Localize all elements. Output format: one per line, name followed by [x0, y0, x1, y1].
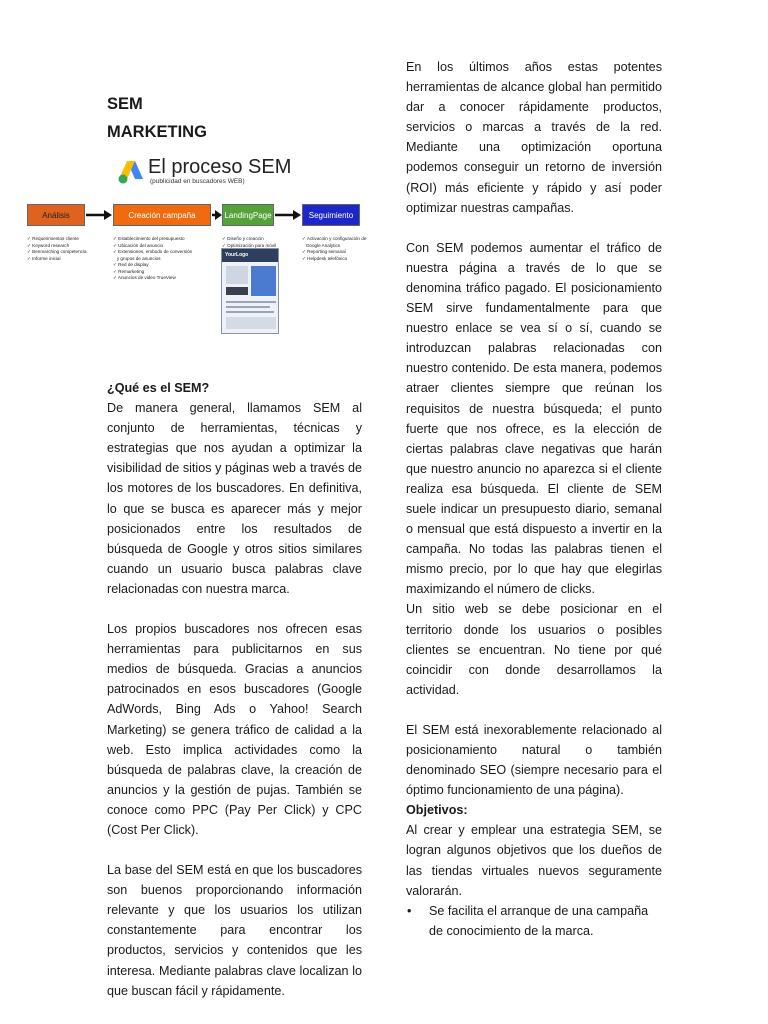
list-item: ✓ Establecimiento del presupuesto	[113, 236, 185, 241]
diagram-subtitle: (publicidad en buscadores WEB)	[150, 178, 245, 185]
section-heading-objetivos: Objetivos:	[406, 803, 468, 818]
list-item: ✓ Diseño y creación	[222, 236, 264, 241]
stage-creacion-items	[113, 236, 192, 282]
paragraph: La base del SEM está en que los buscadores son buenos proporcionando información relevante y que los usuarios los utilizan constantemente para encontrar los productos, servicios y contenidos que les interesa. Mediante palabras clave localizan lo que buscan fácil y rápidamente.	[107, 863, 362, 998]
list-item: ✓ Requerimientos cliente	[27, 236, 79, 241]
list-item: ✓ Red de display	[113, 262, 149, 267]
paragraph: Con SEM podemos aumentar el tráfico de nuestra página a través de lo que se denomina tráfico pagado. El posicionamiento SEM sirve fundamentalmente para que nuestro enlace se vea sí o sí, cuando se introduzcan palabras relacionadas con nuestro contenido. De esta manera, podemos atraer clientes siempre que reúnan los requisitos de nuestra búsqueda; el punto fuerte que nos ofrece, es la elección de ciertas palabras clave negativas que harán que nuestro anuncio no aparezca si el cliente realiza esa búsqueda. El cliente de SEM suele indicar un presupuesto diario, semanal o mensual que está dispuesto a invertir en la campaña. No todas las palabras tienen el mismo precio, por lo que hay que elegirlas maximizando el número de clicks.	[406, 240, 662, 597]
stage-landing-page: LandingPage	[222, 204, 274, 226]
list-item: Google Analytics	[305, 242, 341, 248]
sem-process-diagram	[26, 154, 367, 336]
stage-analisis: Análisis	[27, 204, 85, 226]
title-line-1: SEM	[107, 95, 143, 113]
list-item: y grupos de anuncios	[116, 255, 161, 261]
list-item: ✓ Remarketing	[113, 268, 145, 274]
paragraph: En los últimos años estas potentes herramientas de alcance global han permitido dar a conocer rápidamente productos, servicios o marcas a través de la red. Mediante una optimización oportuna podemos conseguir un retorno de inversión (ROI) más eficiente y rápido y así poder optimizar nuestras campañas.	[406, 60, 662, 215]
stage-creacion-campana: Creación campaña	[113, 204, 211, 226]
list-item: ✓ Reporting semanal	[302, 249, 346, 254]
title-line-2: MARKETING	[107, 123, 207, 141]
list-item: ✓ Activación y configuración de	[302, 236, 367, 241]
stage-analisis-items	[27, 236, 87, 262]
arrow-right-icon	[212, 210, 222, 220]
section-heading-que-es-sem: ¿Qué es el SEM?	[107, 381, 210, 395]
list-item: ✓ Benmarching competencia	[27, 249, 87, 254]
adwords-logo-icon	[118, 159, 144, 185]
paragraph: Un sitio web se debe posicionar en el territorio donde los usuarios o posibles clientes se encuentran. No tiene por qué coincidir con donde desarrollamos la actividad.	[406, 602, 662, 697]
arrow-right-icon	[275, 210, 301, 220]
diagram-header	[118, 156, 338, 192]
screenshot-logo: YourLogo	[225, 252, 249, 258]
paragraph: El SEM está inexorablemente relacionado al posicionamiento natural o también denominado SEO (siempre necesario para el óptimo funcionamiento de una página).	[406, 722, 662, 798]
bullet-icon: •	[407, 903, 412, 918]
paragraph: Al crear y emplear una estrategia SEM, se logran algunos objetivos que los dueños de las tiendas virtuales nuevos seguramente valorarán.	[406, 823, 662, 898]
list-item: ✓ Optimización para móvil	[222, 242, 277, 248]
bullet-text: Se facilita el arranque de una campaña de conocimiento de la marca.	[429, 903, 649, 938]
list-item: ✓ Extensiones, embudo de conversión	[113, 249, 193, 254]
stage-seguimiento: Seguimiento	[302, 204, 360, 226]
paragraph: Los propios buscadores nos ofrecen esas herramientas para publicitarnos en sus medios de búsqueda. Gracias a anuncios patrocinados en esos buscadores (Google AdWords, Bing Ads o Yahoo! Search Marketing) se genera tráfico de calidad a la web. Esto implica actividades como la búsqueda de palabras clave, la creación de anuncios y la gestión de pujas. También se conoce como PPC (Pay Per Click) y CPC (Cost Per Click).	[107, 622, 362, 837]
arrow-right-icon	[86, 210, 112, 220]
paragraph: De manera general, llamamos SEM al conjunto de herramientas, técnicas y estrategias que nos ayudan a optimizar la visibilidad de sitios y páginas web a través de los motores de los buscadores. En definitiva, lo que se busca es aparecer más y mejor posicionados entre los resultados de búsqueda de Google y otros sitios similares cuando un usuario busca palabras clave relacionadas con nuestra marca.	[107, 401, 362, 596]
list-item: ✓ Ubicación del anuncio	[113, 242, 164, 248]
list-item: ✓ Informe inicial	[27, 255, 61, 261]
list-item: ✓ Helpdesk telefónico	[302, 255, 348, 261]
list-item	[406, 901, 662, 941]
landing-page-screenshot	[221, 248, 279, 334]
list-item: ✓ Anuncios de video TrueView	[113, 275, 176, 280]
right-column	[406, 57, 662, 941]
list-item: ✓ Keyword research	[27, 242, 70, 248]
document-title	[107, 90, 362, 146]
stage-seguimiento-items	[302, 236, 366, 262]
diagram-title: El proceso SEM	[148, 156, 292, 178]
